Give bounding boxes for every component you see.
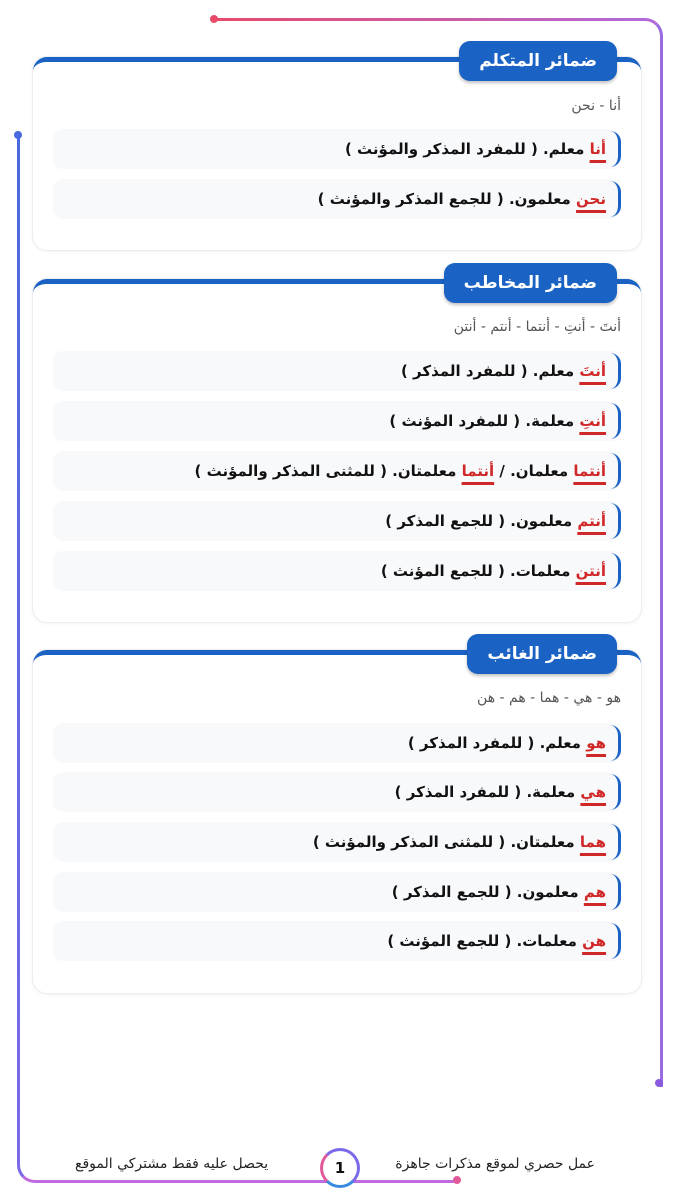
example-marker	[610, 453, 621, 489]
example-marker	[610, 131, 621, 167]
pronoun-highlight: أنتَ	[579, 362, 606, 380]
example-marker	[610, 725, 621, 761]
section-first-person	[33, 51, 641, 250]
example-sentence: معلمان. /	[494, 462, 574, 480]
frame-dot	[210, 15, 218, 23]
pronoun-highlight: هو	[586, 734, 606, 752]
frame-top-line	[213, 18, 643, 21]
pronoun-list: أنتَ - أنتِ - أنتما - أنتم - أنتن	[453, 319, 621, 335]
example-sentence: معلمون. ( للجمع المذكر )	[391, 883, 584, 901]
example-text	[345, 129, 606, 169]
example-marker	[610, 874, 621, 910]
pronoun-list: أنا - نحن	[571, 98, 621, 114]
pronoun-highlight: أنتن	[575, 562, 606, 580]
example-text	[313, 822, 606, 862]
section-third-person	[33, 644, 641, 993]
example-marker	[610, 403, 621, 439]
example-row	[53, 822, 621, 862]
example-text	[195, 451, 607, 491]
section-second-person	[33, 273, 641, 622]
pronoun-highlight: نحن	[576, 190, 606, 208]
example-marker	[610, 553, 621, 589]
frame-right-line	[640, 18, 663, 1087]
example-text	[318, 179, 606, 219]
example-sentence: معلم. ( للمفرد المذكر )	[400, 362, 580, 380]
section-title: ضمائر الغائب	[467, 634, 617, 674]
frame-dot	[655, 1079, 663, 1087]
pronoun-highlight: هن	[582, 932, 606, 950]
example-row	[53, 772, 621, 812]
example-sentence: معلمون. ( للجمع المذكر )	[385, 512, 578, 530]
example-row	[53, 129, 621, 169]
section-title: ضمائر المتكلم	[459, 41, 617, 81]
example-sentence: معلمة. ( للمفرد المؤنث )	[389, 412, 580, 430]
frame-left-line	[17, 135, 20, 1165]
example-row	[53, 872, 621, 912]
example-row	[53, 921, 621, 961]
example-sentence: معلمتان. ( للمثنى المذكر والمؤنث )	[194, 462, 462, 480]
example-marker	[610, 181, 621, 217]
example-row	[53, 179, 621, 219]
example-sentence: معلمة. ( للمفرد المذكر )	[394, 783, 581, 801]
example-marker	[610, 774, 621, 810]
example-text	[387, 921, 606, 961]
example-sentence: معلمون. ( للجمع المذكر والمؤنث )	[317, 190, 577, 208]
footer-exclusive-text: عمل حصري لموقع مذكرات جاهزة	[395, 1156, 595, 1172]
example-sentence: معلمتان. ( للمثنى المذكر والمؤنث )	[312, 833, 580, 851]
pronoun-highlight: هم	[583, 883, 606, 901]
example-marker	[610, 353, 621, 389]
pronoun-highlight: أنتم	[577, 512, 606, 530]
frame-dot	[14, 131, 22, 139]
section-title: ضمائر المخاطب	[444, 263, 617, 303]
example-text	[392, 872, 606, 912]
example-row	[53, 401, 621, 441]
example-sentence: معلمات. ( للجمع المؤنث )	[387, 932, 583, 950]
example-row	[53, 723, 621, 763]
pronoun-list: هو - هي - هما - هم - هن	[477, 690, 621, 706]
example-marker	[610, 503, 621, 539]
example-row	[53, 501, 621, 541]
example-text	[385, 501, 606, 541]
pronoun-highlight: أنتِ	[579, 412, 606, 430]
pronoun-highlight: هما	[579, 833, 606, 851]
example-sentence: معلم. ( للمفرد المذكر )	[407, 734, 587, 752]
pronoun-highlight: هي	[580, 783, 606, 801]
example-text	[395, 772, 606, 812]
example-row	[53, 551, 621, 591]
pronoun-highlight: أنا	[589, 140, 606, 158]
example-marker	[610, 923, 621, 959]
pronoun-highlight: أنتما	[461, 462, 495, 480]
example-sentence: معلمات. ( للجمع المؤنث )	[380, 562, 576, 580]
footer-subscribers-text: يحصل عليه فقط مشتركي الموقع	[75, 1156, 269, 1172]
example-row	[53, 351, 621, 391]
frame-dot	[453, 1176, 461, 1184]
example-text	[381, 551, 606, 591]
page-number: 1	[320, 1148, 360, 1188]
example-text	[408, 723, 606, 763]
pronoun-highlight: أنتما	[573, 462, 606, 480]
example-row	[53, 451, 621, 491]
example-marker	[610, 824, 621, 860]
example-text	[401, 351, 606, 391]
example-text	[389, 401, 606, 441]
example-sentence: معلم. ( للمفرد المذكر والمؤنث )	[344, 140, 590, 158]
